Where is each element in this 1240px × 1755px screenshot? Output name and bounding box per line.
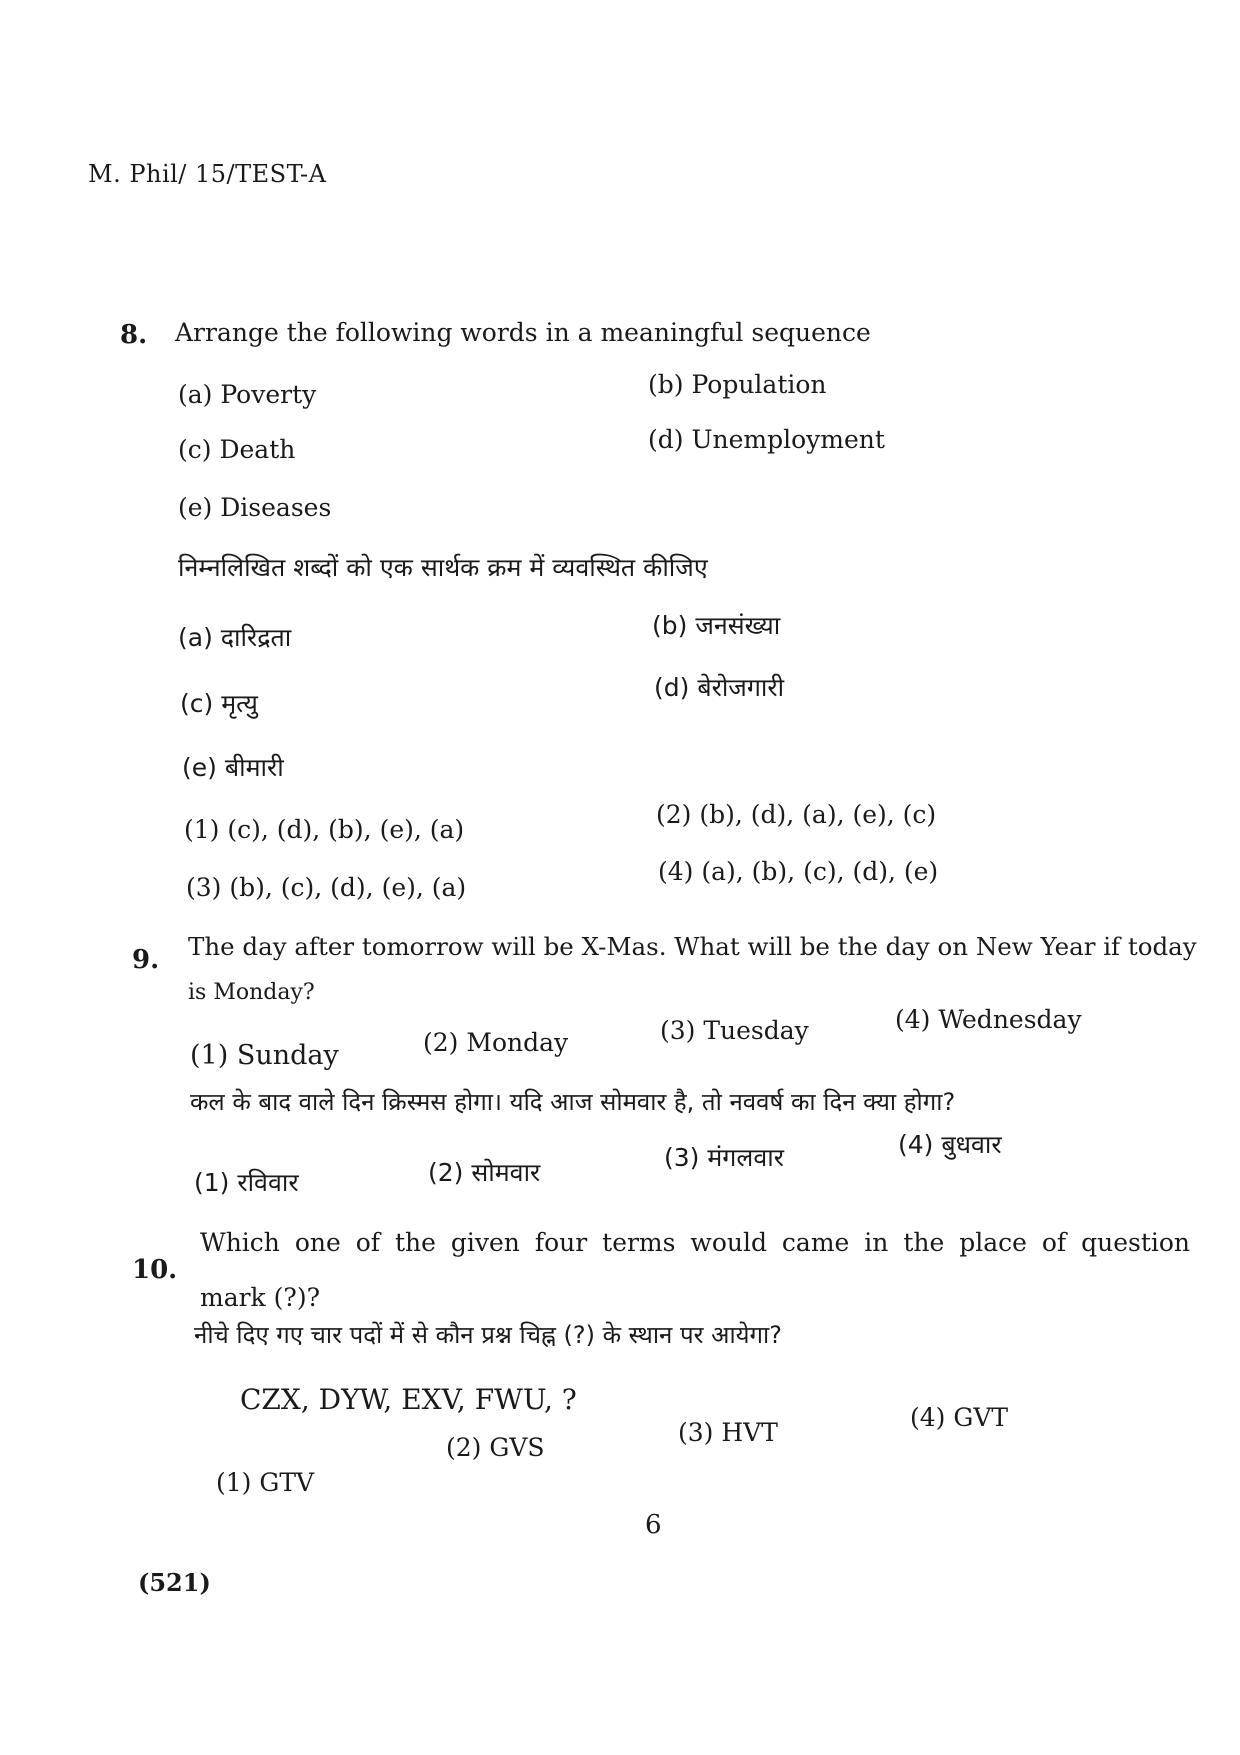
question-text-en-line2: is Monday? (188, 980, 315, 1005)
question-text-hi: कल के बाद वाले दिन क्रिस्मस होगा। यदि आज सोमवार है, तो नववर्ष का दिन क्या होगा? (190, 1088, 956, 1116)
question-text-en-line1: The day after tomorrow will be X-Mas. What will be the day on New Year if today (188, 932, 1197, 961)
option-2[interactable]: (2) (b), (d), (a), (e), (c) (656, 800, 937, 829)
item-hi-c: (c) मृत्यु (180, 689, 258, 718)
option-hi-3[interactable]: (3) मंगलवार (664, 1143, 784, 1172)
paper-code: M. Phil/ 15/TEST-A (88, 160, 327, 188)
option-3[interactable]: (3) Tuesday (660, 1016, 809, 1045)
question-text-hi: निम्नलिखित शब्दों को एक सार्थक क्रम में व्यवस्थित कीजिए (178, 553, 708, 582)
question-text-en-line1: Which one of the given four terms would came in the place of question (200, 1228, 1191, 1257)
item-en-e: (e) Diseases (178, 493, 332, 522)
question-number: 10. (132, 1255, 178, 1285)
paper-serial-code: (521) (138, 1568, 211, 1597)
item-hi-b: (b) जनसंख्या (652, 611, 781, 640)
item-en-a: (a) Poverty (178, 380, 317, 409)
question-number: 8. (120, 320, 148, 350)
item-en-b: (b) Population (648, 370, 827, 399)
option-4[interactable]: (4) Wednesday (895, 1005, 1082, 1034)
option-1[interactable]: (1) GTV (216, 1468, 315, 1497)
item-en-c: (c) Death (178, 435, 296, 464)
letter-sequence: CZX, DYW, EXV, FWU, ? (240, 1383, 577, 1416)
question-text-hi: नीचे दिए गए चार पदों में से कौन प्रश्न चिह्न (?) के स्थान पर आयेगा? (194, 1321, 782, 1349)
question-number: 9. (132, 945, 160, 975)
option-2[interactable]: (2) GVS (446, 1433, 545, 1462)
option-1[interactable]: (1) (c), (d), (b), (e), (a) (184, 815, 465, 844)
question-text-en-line2: mark (?)? (200, 1283, 320, 1312)
item-hi-a: (a) दारिद्रता (178, 623, 292, 652)
item-en-d: (d) Unemployment (648, 425, 885, 454)
option-4[interactable]: (4) GVT (910, 1403, 1009, 1432)
option-hi-4[interactable]: (4) बुधवार (898, 1130, 1002, 1159)
option-1[interactable]: (1) Sunday (190, 1040, 339, 1071)
item-hi-d: (d) बेरोजगारी (654, 673, 785, 702)
option-3[interactable]: (3) HVT (678, 1418, 778, 1447)
page-number: 6 (645, 1510, 662, 1540)
option-3[interactable]: (3) (b), (c), (d), (e), (a) (186, 873, 467, 902)
question-text-en: Arrange the following words in a meaningful sequence (175, 318, 871, 347)
option-2[interactable]: (2) Monday (423, 1028, 569, 1057)
item-hi-e: (e) बीमारी (182, 753, 284, 782)
option-4[interactable]: (4) (a), (b), (c), (d), (e) (658, 857, 939, 886)
option-hi-2[interactable]: (2) सोमवार (428, 1158, 541, 1187)
option-hi-1[interactable]: (1) रविवार (194, 1168, 299, 1197)
